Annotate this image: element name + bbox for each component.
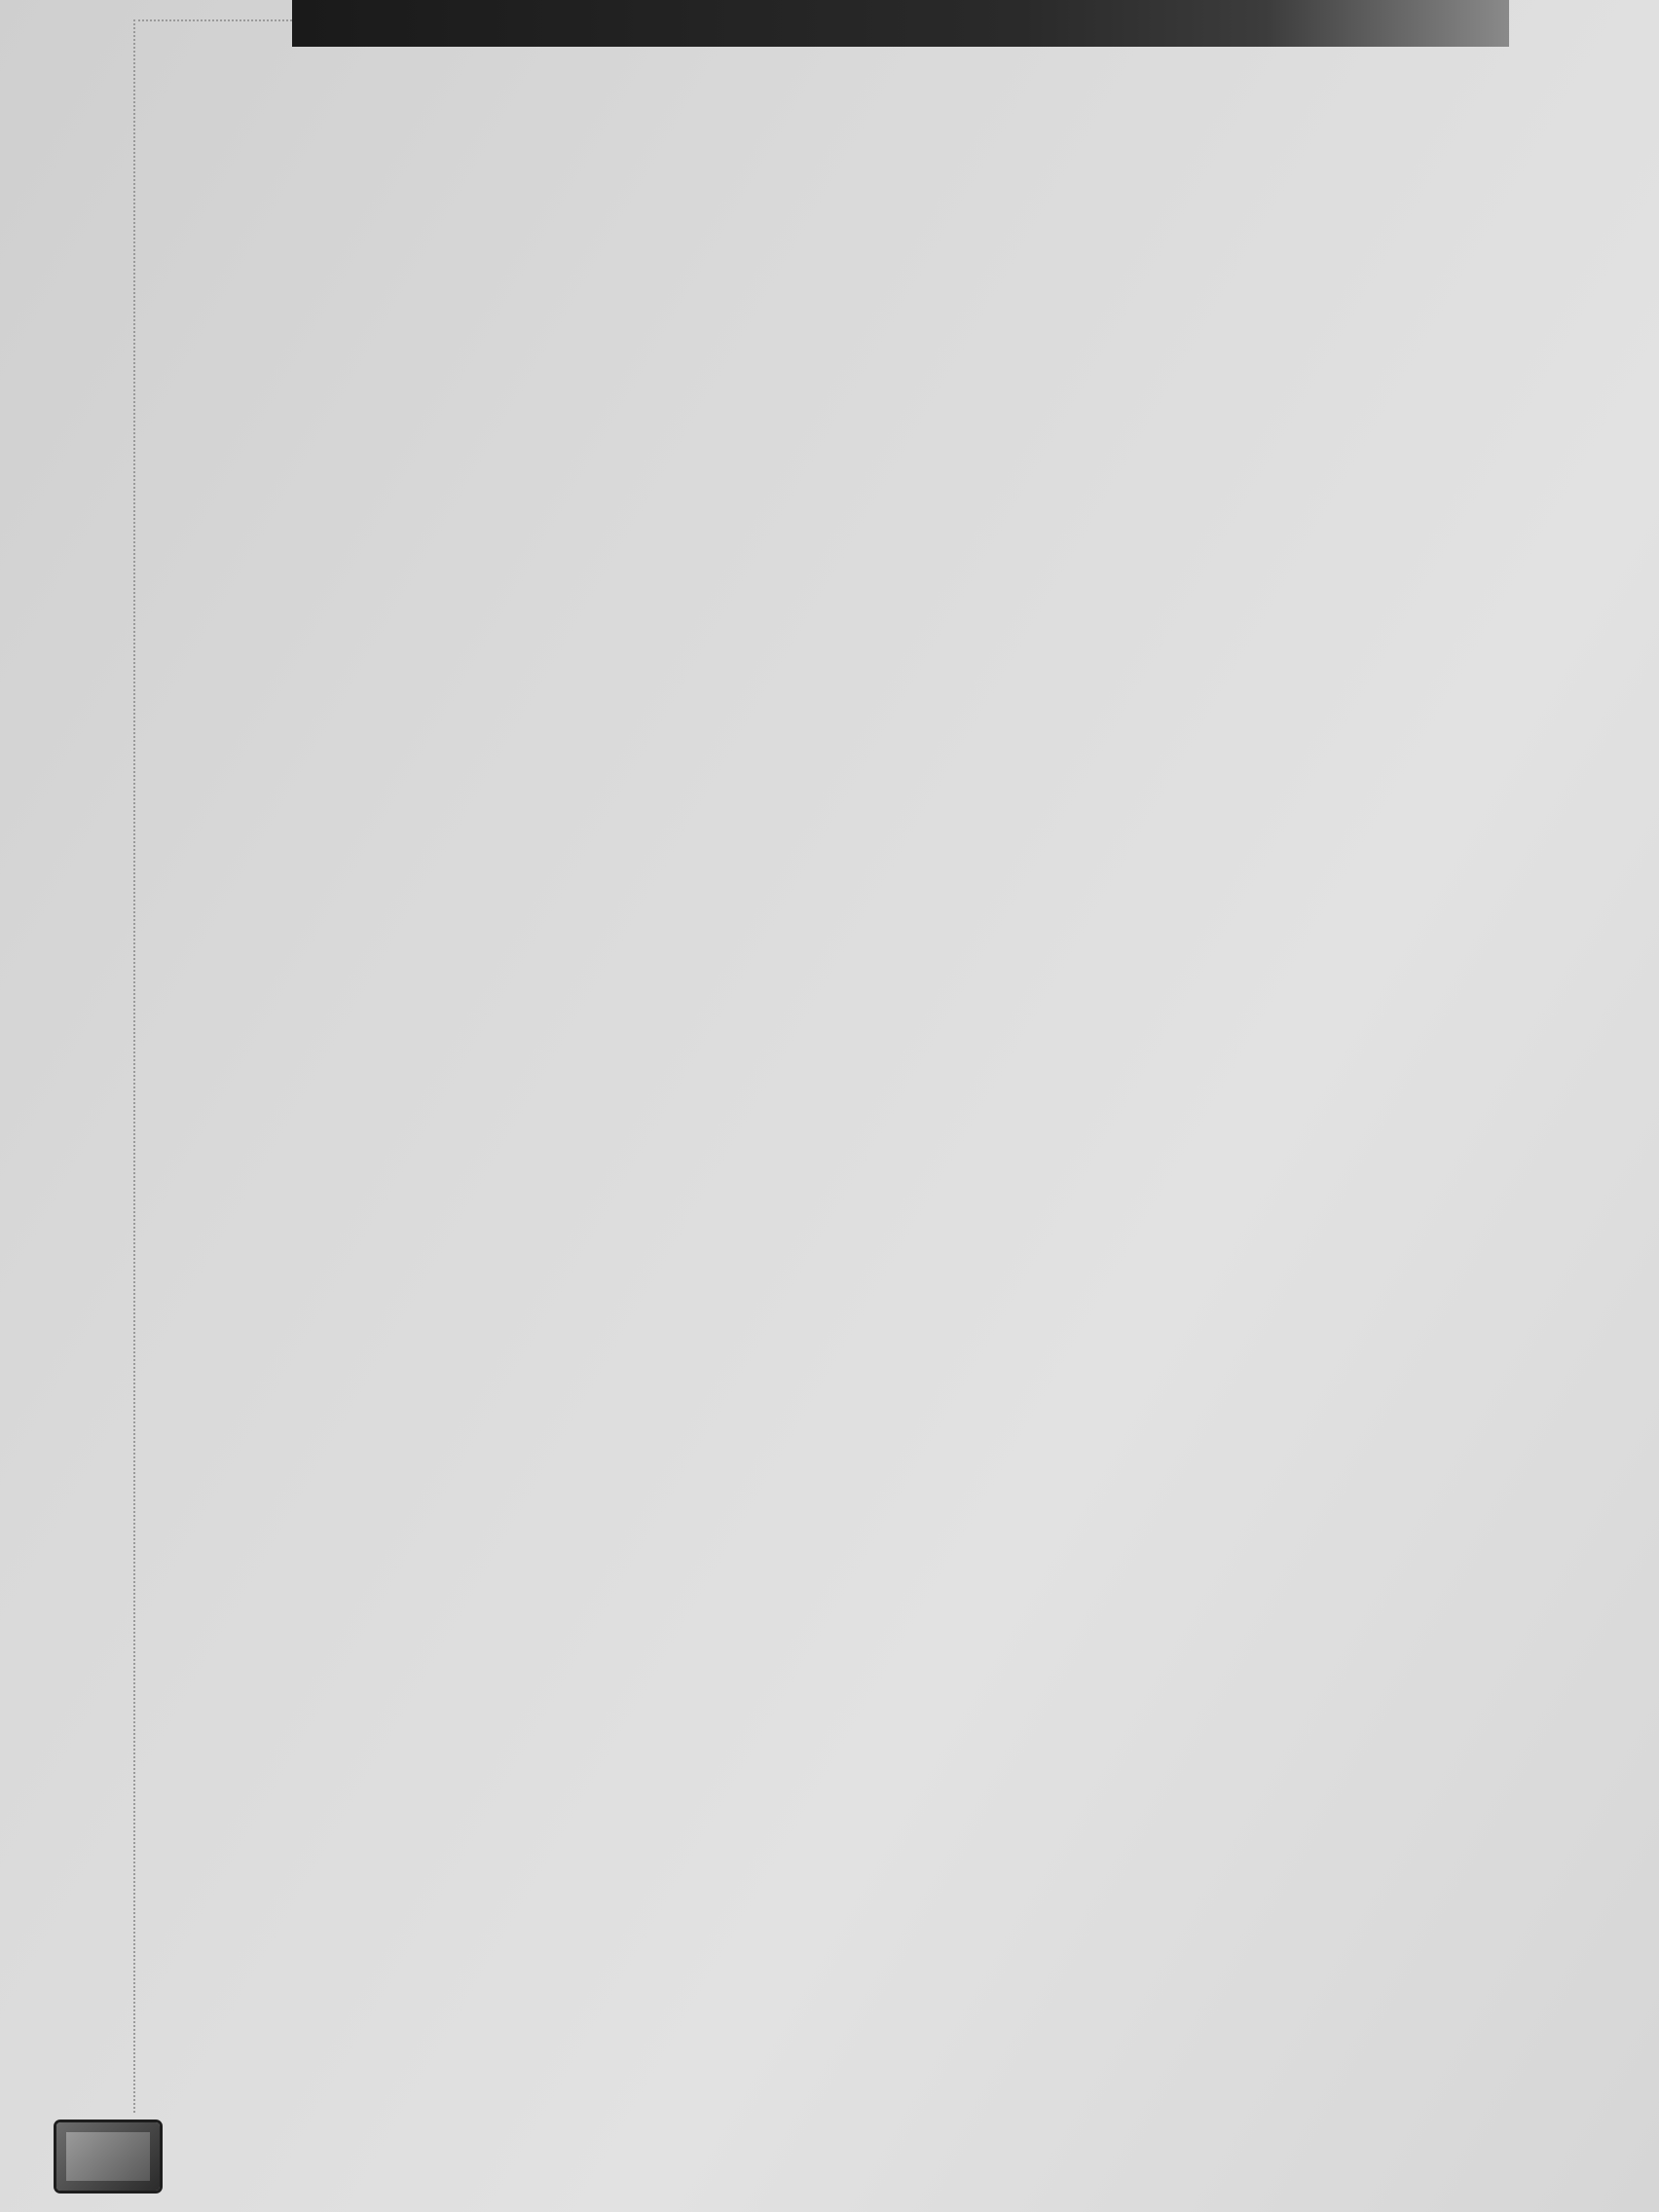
chapter-6: [282, 169, 1353, 209]
dotted-margin-top: [133, 19, 292, 21]
table-of-contents: [282, 146, 1353, 227]
page-corner-block: [56, 2122, 160, 2191]
checker-pattern: [1202, 0, 1514, 47]
dotted-margin-rule: [133, 19, 135, 2113]
chapter-title: [331, 169, 1305, 209]
